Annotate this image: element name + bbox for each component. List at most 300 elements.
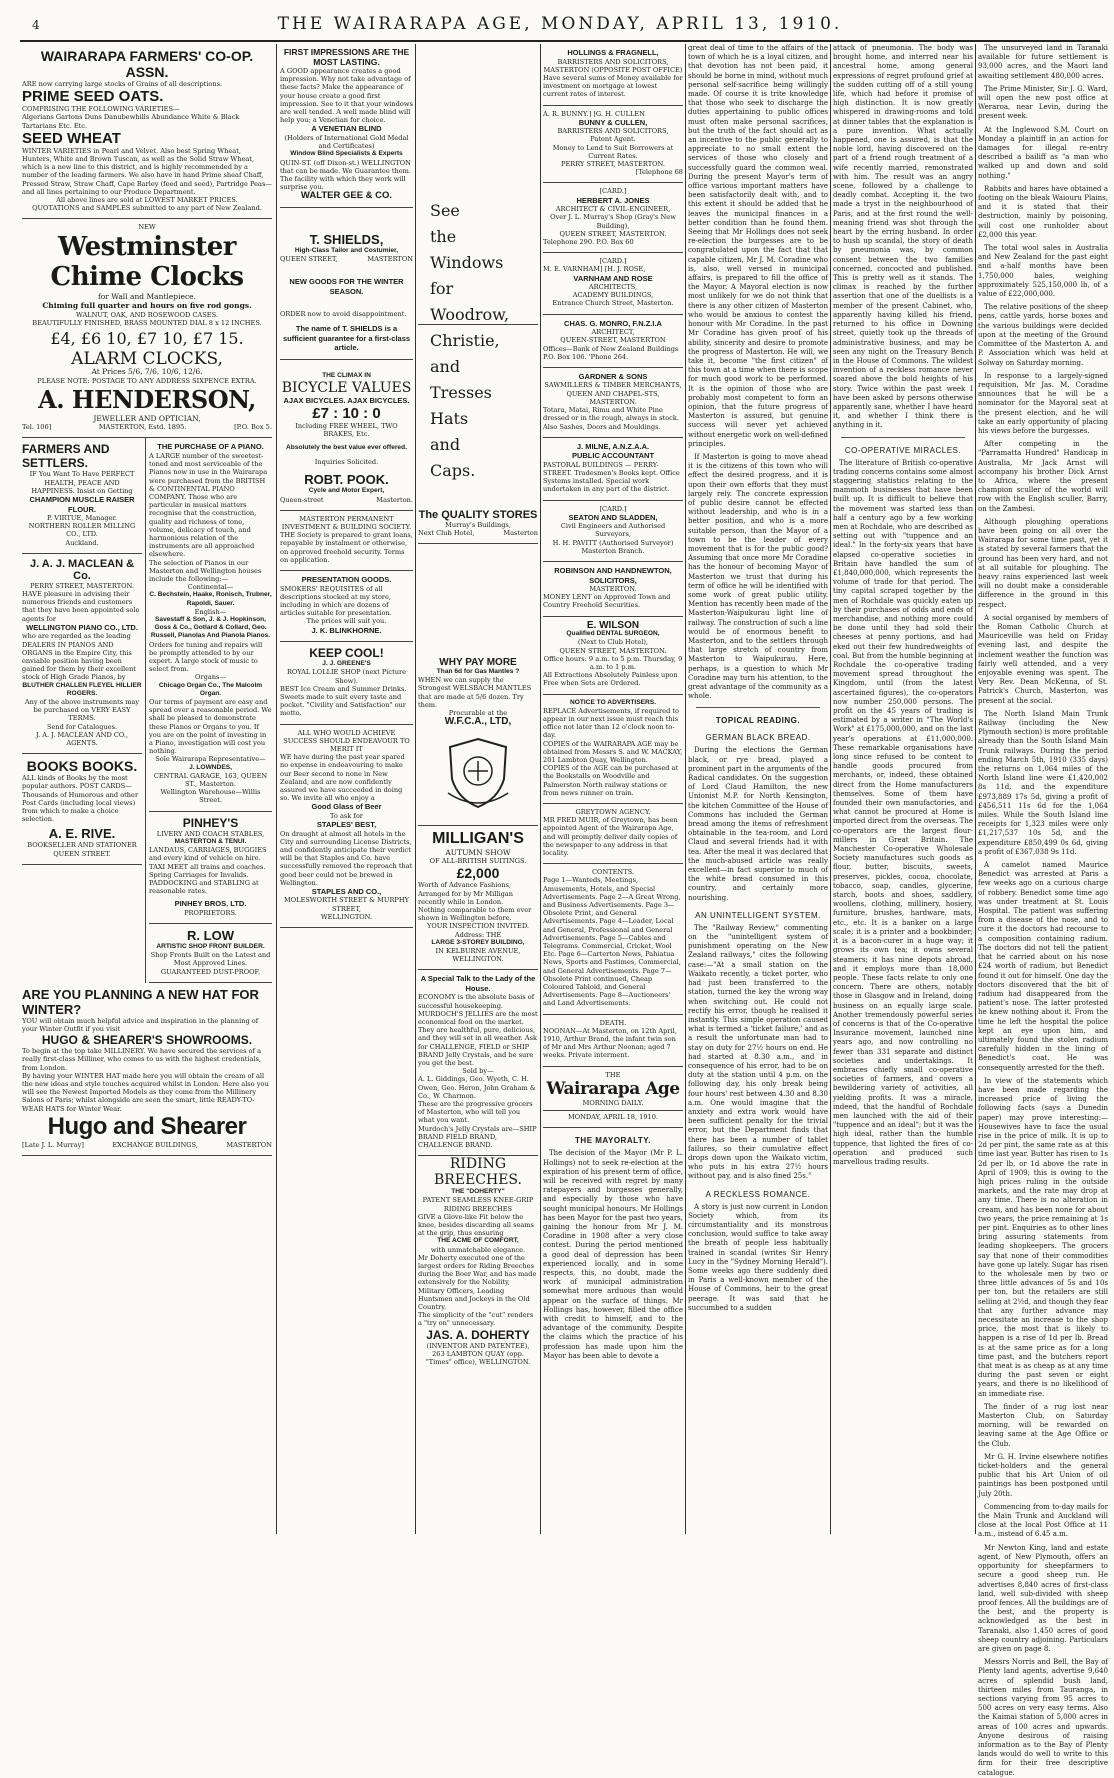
ad-pinhey <box>149 812 272 924</box>
ad-piano-purchase <box>149 438 272 811</box>
ad-text: for Wall and Mantlepiece. <box>98 291 196 301</box>
ad-text: STAPLES AND CO., <box>311 886 382 896</box>
column-advertisements-woodrow <box>418 44 538 1534</box>
ad-line: the <box>430 227 457 246</box>
editorial-text: THE <box>605 1070 621 1079</box>
column-editorial <box>688 44 828 1534</box>
ad-heading: MASTERTON PERMANENT INVESTMENT & BUILDING SOCIETY. <box>281 514 412 532</box>
ad-text: ROYAL LOLLIE SHOP (next Picture Show). <box>286 668 407 685</box>
masthead <box>20 10 1100 42</box>
card-text: Qualified DENTAL SURGEON, <box>566 630 660 638</box>
card-text: MONEY LENT on Approved Town and Country Freehold Securities. <box>543 593 671 610</box>
ad-text: Chiming full quarter and hours on five rod gongs. <box>42 301 252 311</box>
card-text: QUEEN-STREET, MASTERTON <box>560 336 666 345</box>
card-robinson <box>543 562 683 617</box>
news-paragraph: Mr Newton King, land and estate agent, of New Plymouth, offers an opportunity for sheepfarmers to secure a good sheep run. He advertises 8,840 acres of first-class land, well sub-divided with sheep proof fences. All the buildings are of the best, and the property is acknowledged as the best in Taranaki, also 1,450 acres of good sheep country adjoining. Particulars are given on page 8. <box>978 1543 1108 1653</box>
ad-heading: T. SHIELDS, <box>309 231 384 247</box>
column-rule <box>276 44 277 1534</box>
ad-heading: PRESENTATION GOODS. <box>301 575 392 585</box>
notice-text: NOONAN—At Masterton, on 12th April, 1910, Arthur Brand, the infant twin son of Mr and Mrs Arthur Noonan; aged 7 weeks. Private interment. <box>543 1026 677 1060</box>
ad-text: MASTERTON & TENUI. <box>174 837 247 845</box>
notice-contents <box>543 864 683 1014</box>
ad-text: J. A. J. MACLEAN AND CO., AGENTS. <box>35 730 129 748</box>
card-text: Patent Agent. <box>590 135 636 144</box>
ad-text: Orders for tuning and repairs will be promptly attended to by our expert. A large stock of music to select from. <box>149 640 263 674</box>
ad-text: LARGE 3-STOREY BUILDING, <box>431 938 525 946</box>
ad-line: Windows <box>430 253 504 272</box>
card-gardner <box>543 368 683 438</box>
card-text: ACADEMY BUILDINGS, <box>572 291 654 300</box>
notice-text: Page 1—Wanteds, Meetings, Amusements, Hotels, and Special Advertisements. Page 2—A Great Wrong, and Business Advertisements. Page 3—Obsolete Print, and General Advertisements. Page 4—Leader, Local and General, Professional and General Advertisements. Page 5—Cables and Telegrams. Commercial, Cricket, Wool Etc. Page 6—Carterton News, Pahiatua News, Sports and Pastimes, Commercial, and General Advertisements. Page 7—Obsolete Print continued, Cheap Coloured Tabloid, and General Advertisements. Page 8—Auctioneers' and Land Advertisements. <box>543 876 681 1008</box>
ad-text: QUEEN STREET, <box>280 255 338 264</box>
ad-text: Sole Wairarapa Representative— <box>155 755 266 764</box>
card-text: QUEEN STREET, MASTERTON. <box>559 229 667 238</box>
ad-vertical-text <box>418 198 538 484</box>
ad-doherty-breeches <box>418 1156 538 1366</box>
ad-shields <box>280 208 413 360</box>
card-text: Have several sums of Money available for investment on mortgage at lowest current rates of interest. <box>543 73 683 99</box>
ad-text: Mr Doherty executed one of the largest orders for Riding Breeches during the Boer War, and has made extensively for the Nobility, Military Officers, Leading Huntsmen and Jockeys in the Old Country. <box>418 1253 537 1312</box>
ad-text: Shop Fronts Built on the Latest and Most Approved Lines. <box>150 951 271 968</box>
ad-text: STAPLES' BEST, <box>316 820 377 830</box>
card-heading: J. MILNE, A.N.Z.A.A. <box>576 441 650 451</box>
ad-text: with unmatchable elegance. <box>430 1245 526 1254</box>
ad-text: Murray's Buildings, <box>445 521 511 529</box>
column-professional-cards <box>543 44 683 1534</box>
ad-text: GIVE a Glove-like Fit below the knee, besides discarding all seams at the grip, thus ensuring <box>418 1212 534 1238</box>
ad-text: Nothing comparable to them ever shown in Wellington before. <box>418 905 532 923</box>
ad-subcolumn <box>22 438 146 982</box>
column-articles <box>833 44 973 1534</box>
ad-text: OF ALL-BRITISH SUITINGS. <box>429 857 527 866</box>
notice-text: REPLACE Advertisements, if required to appear in our next issue must reach this office not later than 12 o'clock noon to-day. <box>543 706 680 740</box>
ad-subheading: PRIME SEED OATS. <box>22 88 164 106</box>
article-paragraph: During the elections the German black, or rye bread, played a prominent part in the arguments of the Radical candidates. On the suggestion of Lord Claud Hamilton, the new Unionist M.P. for North Kensington, the kitchen Committee of the House of Commons has included the German bread among the items of refreshment obtainable in the tea-room, and Lord Claud and several friends had it with tea. After the meal it was declared that the much-abused article was really excellent—in fact superior to much of the white bread consumed in this country, and certainly more nourishing. <box>688 746 828 902</box>
ad-henderson <box>22 219 272 438</box>
ad-text: IF You Want To Have PERFECT HEALTH, PEACE AND HAPPINESS. Insist on Getting <box>29 470 135 495</box>
ad-text: On draught at almost all hotels in the City and surrounding License Districts, and confidently anticipate their verdict will be that Staples and Co. have successfully removed the reproach that good beer could not be brewed in Wellington. <box>280 829 413 887</box>
ad-text: Worth of Advance Fashions, Arranged for by Mr Milligan recently while in London. <box>418 881 513 906</box>
ad-text: COMPRISING THE FOLLOWING VARIETIES— <box>22 105 180 114</box>
ad-text: Algerians Gartons Duns Danubewhills Abundance White & Black Tartarians Etc. Etc. <box>22 113 240 130</box>
card-text: M. E. VARNHAM] [H. J. ROSE, <box>543 265 646 274</box>
card-heading: HERBERT A. JONES <box>576 195 650 205</box>
ad-text: PERRY STREET, MASTERTON. <box>30 581 134 590</box>
ad-price: £2,000 <box>456 865 500 882</box>
news-paragraph: After competing in the "Parramatta Hundred" Handicap in Australia, Mr Jack Arnst will accompany his brother Dick Arnst to Africa, where the present champion sculler of the world will row with the English sculler, Barry, on the Zambesi. <box>978 440 1108 513</box>
ad-text: WELLINGTON. <box>320 912 373 921</box>
ad-hugo-shearer <box>22 983 272 1156</box>
ad-heading: WHY PAY MORE <box>439 657 517 669</box>
ad-low <box>149 924 272 983</box>
ad-heading: KEEP COOL! <box>309 646 384 661</box>
ad-text: NEW <box>138 223 156 232</box>
ad-text: ALL kinds of Books by the most popular authors. POST CARDS—Thousands of Humorous and other Post Cards (including local views) from which to make a choice selection. <box>22 774 139 824</box>
ad-subcolumn <box>146 438 272 982</box>
notice-advertisers <box>543 695 683 804</box>
ad-heading: ALL WHO WOULD ACHIEVE SUCCESS SHOULD ENDEAVOUR TO MERIT IT <box>283 728 410 753</box>
ad-text: All above lines are sold at LOWEST MARKET PRICES. <box>56 196 238 205</box>
ad-line: and <box>430 435 461 454</box>
ad-text: CHAMPION MUSCLE RAISER FLOUR. <box>29 495 135 514</box>
notice-greytown <box>543 804 683 864</box>
ad-text: At Prices 5/6, 7/6, 10/6, 12/6. <box>91 367 203 377</box>
ad-text: WINTER VARIETIES in Pearl and Velvet. Also best Spring Wheat, Hunters, White and Brown Tuscan, as well as the Solid Straw Wheat, which is a new line to this district, and is highly recommended by a number of the leading farmers. We also have in hand Prime sheaf Chaff, Pressed Straw, Straw Chaff, Cape Barley (feed and seed), Partridge Peas—and all lines pertaining to our Produce Department. <box>22 146 272 196</box>
column-advertisements-left <box>22 44 272 1534</box>
article-subheading: GERMAN BLACK BREAD. <box>705 733 811 743</box>
ad-murdoch-jellies <box>418 970 538 1156</box>
card-text: Office hours: 9 a.m. to 5 p.m. Thursday, 9 a.m. to 1 p.m. <box>543 654 683 671</box>
article-paragraph: great deal of time to the affairs of the town of which he is a loyal citizen, and that devotion has not been paid, it should be borne in mind, without much personal self-sacrifice being willingly made. Of course it is trite knowledge that those who seek to discharge the duties appertaining to public offices must often make personal sacrifices, but the truth of the fact should act as an incentive to the public generally to appreciate to no small extent the services of those who closely and successfully guard the common weal. During the present Mayor's term of office various important matters have been satisfactorily dealt with, and to this extent it should be added that he leaves the municipal finances in a better condition than he found them. Seeing that Mr Hollings does not seek re-election the burgesses are to be congratulated upon the fact that that capable citizen, Mr J. M. Coradine who is, also, well versed in municipal affairs, is prepared to fill the office of the Mayor. A Mayoral election is now most unlikely for we do not think that there is any other citizen of Masterton who would be anxious to contest the honour with Mr Coradine. In the past Mr Coradine has given proof of his ability, sincerity and desire to promote the progress of Masterton. He will, we take it, become "the first citizen" of this town at a time when there is scope for much good work to be performed. It is the opinion of those who are probably most competent to form an opinion, that the future progress of Masterton is assured, but genuine success will never yet achieved without energetic work on well-defined principles. <box>688 44 828 448</box>
ad-text: To ask for <box>330 811 363 820</box>
card-text: BARRISTERS AND SOLICITORS, <box>557 127 669 136</box>
ad-heading: WALTER GEE & CO. <box>300 190 393 202</box>
ad-text: These are the progressive grocers of Masterton, who will tell you what you want. <box>418 1100 533 1125</box>
divider <box>696 707 820 708</box>
card-monro <box>543 315 683 368</box>
article-paragraph: The "Railway Review," commenting on the "unintelligent system of punishment operating on the New Zealand railways," cites the following case:—"At a small station on the Waikato recently, a ticket porter, who had just been transferred to the station, turned the key the wrong way when switching out. He could not rectify his error, though he realised it instantly. This simple operation caused what is termed a 'ticket failure,' and as a result the unfortunate man had to stay on duty for 27½ hours on end. He had started at 8.30 a.m., and in consequence of his error, had to be on duty at the station until 4 p.m. on the following day, his only break being four hours' rest between 4.30 and 8.30 a.m. One would imagine that the anxiety and extra work would have been sufficient penalty for the trivial error, but the Department finds that there has been a number of tablet failures, so their cumulative effect drops down upon the Waikato victim, who puts in his extra 27½ hours without pay, and is also fined 25s." <box>688 923 828 1181</box>
ad-heading: J. K. BLINKHORNE. <box>311 625 382 635</box>
ad-text: Inquiries Solicited. <box>314 458 379 467</box>
ad-text: P. VIRTUE, Manager. <box>47 514 117 523</box>
card-text: QUEEN STREET, MASTERTON. <box>559 646 667 655</box>
editorial-masthead <box>543 1067 683 1129</box>
ad-text: GUARANTEED DUST-PROOF. <box>160 967 261 976</box>
card-heading: SEATON AND SLADDEN, <box>568 512 658 522</box>
ad-text: AJAX BICYCLES. AJAX BICYCLES. <box>283 396 410 406</box>
news-paragraph: A social organised by members of the Roman Catholic Church at Mauriceville was held on Friday evening last, and despite the inclement weather the function was fairly well attended, and a very enjoyable evening was spent. The Very Rev. Dean McKenna, of St. Patrick's Church, Masterton, was present at the social. <box>978 613 1108 705</box>
card-jones <box>543 183 683 253</box>
article-heading: THE MAYORALTY. <box>575 1136 651 1146</box>
ad-text: A LARGE number of the sweetest-toned and most serviceable of the Pianos now in use in the Wairarapa were purchased from the BRITISH & CONTINENTAL PIANO COMPANY. Those who are particular in musical matters recognise that the construction, quality and richness of tone, volume, delicacy of touch, and harmonious relation of the instruments are all approached elsewhere. <box>149 451 268 559</box>
card-text: Entrance Church Street, Masterton. <box>552 299 674 308</box>
editorial-date: MONDAY, APRIL 18, 1910. <box>543 1110 683 1121</box>
ad-text: [P.O. Box 5. <box>234 423 272 432</box>
ad-quality-stores <box>418 505 538 544</box>
ad-line: Tresses <box>430 383 492 402</box>
newspaper-title: THE WAIRARAPA AGE, MONDAY, APRIL 13, 1910. <box>277 14 843 34</box>
ad-line: Hats <box>430 409 469 428</box>
card-heading: HOLLINGS & FRAGNELL, <box>567 48 659 57</box>
ad-line: See <box>430 201 460 220</box>
ad-text: Murdoch's Jelly Crystals are—SHIP BRAND FIELD BRAND, CHALLENGE BRAND. <box>418 1124 537 1150</box>
ad-text: ORDER now to avoid disappointment. <box>280 310 407 319</box>
ad-line: Christie, <box>430 331 500 350</box>
news-paragraph: A camelot named Maurice Benedict was arrested at Paris a few weeks ago on a curious charge of robbery. Benedict some time ago was under treatment at St. Louis Hospital. The patient was suffering from a disease of the nose, and to cure it the doctors had recourse to a composition containing radium. The doctors did not tell the patient that he carried about on his nose £24 worth of radium, but Benedict found it out for himself. One day the doctors discovered that the bit of radium had disappeared from the patient's nose. The latter protested he knew nothing about it. From the time he left the hospital the police kept an eye upon him, and ultimately found the stolen radium carefully hidden in the lining of Benedict's coat. He was consequently arrested for the theft. <box>978 861 1108 1072</box>
ad-text: A GOOD appearance creates a good impression. Why not take advantage of these facts? Make the appearance of your house create a good first impression. See to it that your windows are well tended. A well made blind will help you; a Venetian for choice. <box>280 67 413 125</box>
card-text: Over J. L. Murray's Shop (Gray's New Building), <box>550 213 676 230</box>
ad-address-line <box>418 529 538 537</box>
news-paragraph: Although ploughing operations have been going on all over the Wairarapa for some time past, yet it is stated by several farmers that the ground has been very hard, and not at all suitable for ploughing. The heavy rains experienced last week will no doubt make a considerable difference in the ground in this respect. <box>978 517 1108 609</box>
card-heading: ROBINSON AND HANDNEWTON, SOLICITORS, <box>554 566 672 585</box>
ad-text: Absolutely the best value ever offered. <box>286 444 407 452</box>
ad-text: SMOKERS' REQUISITES of all descriptions stocked at my store, including in which are dozens of articles suitable for presentation. <box>280 584 392 618</box>
card-text: [CARD.] <box>599 257 627 266</box>
news-paragraph: The finder of a rug lost near Masterton Club, on Saturday morning, will be rewarded on leaving same at the Age Office or the Club. <box>978 1402 1108 1448</box>
ad-text: WELLINGTON PIANO CO., LTD. <box>26 622 138 632</box>
card-text: ARCHITECT, <box>591 328 635 337</box>
ad-text: PATENT SEAMLESS KNEE-GRIP RIDING BREECHES <box>422 1196 534 1213</box>
ad-text: Cycle and Motor Expert, <box>308 487 385 495</box>
ad-text: QUIN-ST. (off Dixon-st.) WELLINGTON that can be made. We Guarantee them. The facility with which they work will surprise you. <box>280 158 411 192</box>
article-heading: CO-OPERATIVE MIRACLES. <box>844 445 962 455</box>
page-number: 4 <box>32 18 40 32</box>
ad-heading: R. LOW <box>187 928 234 944</box>
ad-text: NORTHERN ROLLER MILLING CO., LTD. <box>28 522 136 539</box>
ad-blinkhorne <box>280 571 413 642</box>
ad-heading: J. A. J. MACLEAN & Co. <box>29 557 135 582</box>
card-wilson <box>543 617 683 695</box>
ad-text: NEW GOODS FOR THE WINTER SEASON. <box>289 277 404 296</box>
ad-text: MASTERTON <box>226 1140 272 1149</box>
card-heading: CHAS. G. MONRO, F.N.Z.I.A <box>564 318 662 328</box>
ad-line: Caps. <box>430 461 476 480</box>
card-hollings <box>543 44 683 106</box>
ad-pook-bicycles <box>280 360 413 511</box>
ad-heading: A. HENDERSON, <box>38 384 256 414</box>
ad-heading: Westminster Chime Clocks <box>50 231 244 292</box>
ad-heading: RIDING BREECHES. <box>434 1156 522 1189</box>
article-paragraph: The literature of British co-operative trading concerns contains some almost staggering statistics relating to the mammoth businesses that have been built up. It is difficult to believe that the movement was started less than half a century ago by a few working men at Rochdale, who are described as setting out with "tuppence and an ideal." In the forty-six years that have elapsed co-operative societies in Britain have handled the sum of £1,840,000,000, which represents the volume of trade for that period. The tiny capital scraped together by the men of Rochdale was quickly eaten up by their purchases of odds and ends of merchandise, and nothing more could be done until they had sold their cheeses at penny portions, and had eked out their few hundredweights of coal. But from the humble beginning at Rochdale the co-operative trading movement spread throughout the Kingdom, until (from the latest ascertained figures), the co-operators now number 250,000 persons. The profit on the 45 years of trading is estimated by a writer in "The World's Work" at £175,000,000, and on the last year's operations at £11,000,000. These remarkable organisations have long since refused to be content to handle goods procured from merchants, or, indeed, these obtained direct from the Home manufacturers themselves. Some of them have founded their own manufactories, and what cannot be procured at Home is imported direct from the overseas. The co-operators are the largest flour-millers in Great Britain. The Manchester Co-operative Wholesale Society manufactures such goods as flour, butter, biscuits, sweets, preserves, pickles, cocoa, chocolate, tobacco, soap, candles, glycerine, starch, boots and shoes, saddlery, woollens, clothing, millinery, hosiery, furniture, brushes, hardware, mats, etc., etc. It is a banker on a large scale; it is a printer and a bookbinder; it is a bacon-curer in a huge way; it grows its own tea; it owns several steamers; it has nine depots abroad, and it employs more than 18,000 people. These facts relate to only one concern. There are others, notably those in Glasgow and in Ireland, doing business on an equally large scale. Another tremendously powerful series of concerns is that of the Co-operative Insurance movement, launched nine years ago, and now controlling no fewer than 331 separate and distinct societies and undertakings. It embraces chiefly small co-operative societies of farmers, and covers a bewildering variety of activities, all yielding profits. It was a miracle, indeed, that the handful of Rochdale men launched with the aid of their "tuppence and an ideal"; but it was the high ideal, rather than the humble tuppence, that lighted the fires of co-operation and produced such marvellous trading results. <box>833 458 973 1166</box>
card-text: ARCHITECTS, <box>588 283 638 292</box>
ad-text: The selection of Pianos in our Masterton and Wellington houses include the following:— <box>149 558 262 583</box>
ad-text: J. LOWNDES, <box>189 763 232 771</box>
ad-woodrow-christie <box>418 44 538 480</box>
card-varnham-rose <box>543 253 683 315</box>
ad-text: CENTRAL GARAGE, 163, QUEEN ST., Masterton. <box>153 771 268 789</box>
card-text: PERRY STREET, MASTERTON. <box>561 160 665 169</box>
ad-text: Good Glass of Beer <box>311 802 382 812</box>
ad-text: Including FREE WHEEL, TWO BRAKES, Etc. <box>295 421 398 438</box>
card-text: ARCHITECT & CIVIL-ENGINEER, <box>555 205 671 214</box>
ad-text: LANDAUS, CARRIAGES, BUGGIES and every kind of vehicle on hire. TAXI MEET all trains and coaches. Spring Carriages for Invalids. PADDOCKING and STABLING at reasonable rates. <box>149 846 267 896</box>
ad-text: LIVERY AND COACH STABLES, <box>156 829 265 838</box>
ad-text: Queen-street <box>280 495 324 504</box>
ad-text: who are regarded as the leading DEALERS IN PIANOS AND ORGANS in the Empire City, this enviable position having been gained for them by their excellent stock of High Grade Pianos, by <box>22 632 136 682</box>
article-subheading: AN UNINTELLIGENT SYSTEM. <box>695 910 821 920</box>
ad-text: AUTUMN SHOW <box>445 847 511 857</box>
card-bunny-cullen <box>543 106 683 184</box>
editorial-title: Wairarapa Age <box>546 1078 680 1099</box>
news-paragraph: Rabbits and hares have obtained a footing on the bleak Waiouru Plains, and it is stated that their destruction, mainly by poisoning, will cost one runholder about £2,000 this year. <box>978 184 1108 239</box>
ad-text: PINHEY BROS. LTD. <box>174 899 247 909</box>
column-rule <box>415 44 416 1534</box>
ad-heading: PINHEY'S <box>182 815 239 830</box>
ad-heading: A VENETIAN BLIND <box>311 124 382 134</box>
ad-text: High-Class Tailor and Costumier, <box>294 246 399 254</box>
ad-text: QUOTATIONS and SAMPLES submitted to any part of New Zealand. <box>32 204 262 213</box>
ad-line: for <box>430 279 454 298</box>
ad-text: By having your WINTER HAT made here you will obtain the cream of all the new ideas and style touches acquired whilst in London. Here also you will see the Newest Imported Models as they come from the Millinery Salons of Paris; whilst alongside are seen the smart, little READY-TO-WEAR HATS for Winter Wear. <box>22 1071 269 1113</box>
ad-text: Tel. 106] <box>22 423 52 432</box>
ad-text: Send for Catalogues. <box>46 722 118 731</box>
ad-text: MOLESWORTH STREET & MURPHY STREET, <box>284 896 409 913</box>
ad-text: Savestaff & Son, J. & J. Hopkinson, Goss & Co., Gotlard & Collard, Geo. Russell, Pianolas And Pianola Pianos. <box>150 616 271 640</box>
ad-text: THE "DOHERTY" <box>451 1188 505 1196</box>
ad-line: Woodrow, <box>430 305 510 324</box>
card-text: (Next to Club Hotel), <box>577 638 649 647</box>
ad-heading: FARMERS AND SETTLERS. <box>22 442 110 471</box>
ad-text: PLEASE NOTE: POSTAGE TO ANY ADDRESS SIXPENCE EXTRA. <box>37 376 257 385</box>
ad-text: Window Blind Specialists & Experts <box>290 150 403 158</box>
notice-text: COPIES of the AGE can be purchased at the Bookstalls on Woodville and Palmerston North railway stations or from news runner on train. <box>543 764 679 797</box>
ad-text: IN KELBURNE AVENUE, WELLINGTON. <box>435 946 521 964</box>
ad-address-line <box>280 496 413 504</box>
ad-text: (Holders of International Gold Medal and Certificates) <box>284 133 409 151</box>
ad-text: THE Society is prepared to grant loans, repayable by instalment or otherwise, on approved freehold security. Terms on application. <box>280 531 413 564</box>
ad-gee-blinds <box>280 44 413 208</box>
card-heading: BUNNY & CULLEN, <box>578 117 648 127</box>
ad-address-line <box>22 423 272 431</box>
ad-farmers-coop <box>22 44 272 219</box>
ad-heading: WAIRARAPA FARMERS' CO-OP. ASSN. <box>40 48 254 80</box>
notice-heading: DEATH. <box>599 1018 627 1027</box>
card-seaton <box>543 501 683 563</box>
news-paragraph: In view of the statements which have been made regarding the increased price of living the following facts (says a Dunedin paper) may prove interesting:—Housewives have to face the usual rise in the price of milk. It is up to 2d per pint, the same rate as at this time last year. Butter has risen to 1s 2d per lb, or 1d above the rate in April of 1909; this is owing to the high prices ruling in the outside markets, and the rate may drop at any time. There is no alteration in cream, and has been none for about two years, the price remaining at 1s per pint. Enquiries as to other lines bring assuring statements from leading shopkeepers. The grocers say that none of their commodities have gone up lately. Sugar has risen to the wholesale men by two or three little advances of 5s and 10s per ton, but the retailers are still selling at 2½d, and though they fear that any further advance may necessitate an increase to the shop price, the most that is likely to happen is a rise of 1d per lb. Bread is at the same price as for a long time past, and the butchers report that meat is as cheap as at any time during the past seven or eight years, and there is no likelihood of an immediate rise. <box>978 1076 1108 1398</box>
ad-heading: THE PURCHASE OF A PIANO. <box>157 442 264 452</box>
ad-heading: A Special Talk to the Lady of the House. <box>420 974 536 993</box>
ad-heading: A. E. RIVE. <box>48 826 116 842</box>
ad-text: C. Bechstein, Haake, Ronisch, Trubner, Rapoldi, Sauer. <box>149 591 272 607</box>
ad-text: A. L. Giddings, Geo. Wyeth, C. H. Owen, Geo. Heron, John Graham & Co., W. Charmon. <box>418 1075 536 1100</box>
column-rule <box>830 44 831 1534</box>
card-text: All Extractions Absolutely Painless upon Free when Sets are Ordered. <box>543 671 678 688</box>
card-text: [CARD.] <box>599 187 627 196</box>
ad-text: ARE now carrying large stocks of Grains of all descriptions. <box>22 80 223 88</box>
notice-death <box>543 1015 683 1067</box>
notice-heading: CONTENTS. <box>592 868 634 877</box>
ad-text: Continental— <box>187 583 234 592</box>
card-text: Telephone 290. P.O. Box 60 <box>543 237 634 246</box>
notice-text: MR FRED MUIR, of Greytown, has been appointed Agent of the Wairarapa Age, and will promptly deliver daily copies of the newspaper to any address in that locality. <box>543 816 678 858</box>
article-subheading: A RECKLESS ROMANCE. <box>705 1189 811 1199</box>
ad-text: THE CLIMAX IN <box>322 371 371 379</box>
ad-text: BLUTHER CHALLEN FLEYEL HILLIER ROGERS. <box>22 681 142 697</box>
card-text: SAWMILLERS & TIMBER MERCHANTS, <box>544 381 682 390</box>
ad-text: MASTERTON <box>367 255 413 264</box>
crest-emblem-icon <box>438 733 518 813</box>
ad-text: Procurable at the <box>448 708 508 717</box>
ad-heading: FIRST IMPRESSIONS ARE THE MOST LASTING. <box>283 47 410 67</box>
card-text: QUEEN AND CHAPEL-STS, MASTERTON. <box>566 389 660 406</box>
ad-text: WHEN we can supply the Strongest WELSBACH MANTLES that are made at 5/6 dozen. Try them. <box>418 676 532 709</box>
ad-text: WALNUT, OAK, AND ROSEWOOD CASES. <box>76 310 218 319</box>
two-column-ad-block <box>22 438 272 982</box>
ad-milligan <box>418 826 538 971</box>
news-paragraph: The North Island Main Trunk Railway (including the New Plymouth section) is more profitable already than the South Island Main Trunk railways. During the period ending March 5th, 1910 (335 days) the returns on 1,064 miles of the North Island line were £1,420,002 8s 11d, and the expenditure £973,889 17s 5d, giving a profit of £456,511 11s 6d for the 1,064 miles. While the South Island line receipts for 1,323 miles were only £1,217,537 10s 5d, and the expenditure £850,499 0s 6d, giving a profit of £367,038 9s 11d. <box>978 709 1108 856</box>
ad-greene <box>280 642 413 724</box>
ad-text: (INVENTOR AND PATENTEE), <box>426 1341 530 1350</box>
ad-text: EXCHANGE BUILDINGS, <box>112 1140 198 1149</box>
ad-text: J. J. GREENE'S <box>322 660 371 668</box>
ad-address-line <box>22 1141 272 1149</box>
ad-text: MASTERTON, Estd. 1895. <box>98 423 187 432</box>
card-text: A. R. BUNNY.] [G. H. CULLEN <box>543 109 645 118</box>
column-rule <box>685 44 686 1534</box>
ad-text: The prices will suit you. <box>306 617 387 626</box>
ad-heading: BOOKS BOOKS. <box>26 758 138 775</box>
ad-heading: Hugo and Shearer <box>47 1112 247 1140</box>
ad-text: Masterton. <box>376 495 413 504</box>
ad-text: BEST Ice Cream and Summer Drinks. Sweets made to suit every taste and pocket. "Civility and Satisfaction" our motto. <box>280 684 407 718</box>
ad-text: 263 LAMBTON QUAY (opp. "Times" office), WELLINGTON. <box>425 1349 531 1367</box>
news-paragraph: At the Inglewood S.M. Court on Monday a plaintiff in an action for damages for illegal re-entry described a bailiff as "a man who walked up and down and sold nothing." <box>978 125 1108 180</box>
news-paragraph: The relative positions of the sheep pens, cattle yards, horse boxes and the various buildings were decided upon at the meeting of the Ground Committee of the Masterton A. and P. Association which was held at Solway on Saturday morning. <box>978 303 1108 367</box>
ad-line: and <box>430 357 461 376</box>
article-heading: TOPICAL READING. <box>715 716 801 726</box>
ad-staples <box>280 725 413 929</box>
card-text: PASTORAL BUILDINGS — PERRY-STREET. Tradesmen's Books kept. Office Systems installed. Special work undertaken in any part of the district. <box>543 460 680 494</box>
ad-text: YOU will obtain much helpful advice and inspiration in the planning of your Winter Outfit if you visit <box>22 1016 259 1034</box>
notice-heading: NOTICE TO ADVERTISERS. <box>569 698 657 706</box>
ad-text: Than 6d for Gas Mantles ? <box>436 667 520 675</box>
ad-text: HAVE pleasure in advising their numerous friends and customers that they have been appointed sole agents for <box>22 590 140 623</box>
card-heading: VARNHAM AND ROSE <box>573 273 653 283</box>
article-paragraph: The decision of the Mayor (Mr P. L. Hollings) not to seek re-election at the expiration of his present term of office, will be received with regret by many ratepayers and burgesses generally, and especially by those who have sought municipal honours. Mr Hollings has been Mayor for the past two years, gaining the honour from Mr J. M. Coradine in 1908 after a very close contest. During the period mentioned a good deal of depression has been experienced locally, and in some respects, this, no doubt, made the work of municipal administration somewhat more arduous than would appear on the surface of things. Mr Hollings has, however, filled the office with credit to himself, and to the advantage of the community. Despite the claims which the practice of his profession has made upon him the Mayor has been able to devote a <box>543 1149 683 1360</box>
card-text: BARRISTERS AND SOLICITORS, <box>557 57 669 66</box>
ad-text: BEAUTIFULLY FINISHED, BRASS MOUNTED DIAL 8 x 12 INCHES. <box>32 318 262 327</box>
ad-text: Address: THE <box>454 930 502 939</box>
ad-heading: ARE YOU PLANNING A NEW HAT FOR WINTER? <box>22 986 259 1017</box>
card-text: Totara, Matai, Rimu and White Pine dressed or in the rough, always in stock. Also Sashes, Doors and Mouldings. <box>543 406 679 431</box>
news-paragraph: The total wool sales in Australia and New Zealand for the past eight and a-half months have been 1,750,000 bales, weighing approximately 525,150,000 lb, of a value of £22,000,000. <box>978 244 1108 299</box>
card-text: Money to Lend to Suit Borrowers at Current Rates. <box>552 143 674 160</box>
column-rule <box>975 44 976 1534</box>
ad-wfca <box>418 544 538 825</box>
column-local-news <box>978 44 1108 1777</box>
card-heading: PUBLIC ACCOUNTANT <box>571 451 655 461</box>
ad-address-line <box>280 255 413 263</box>
ad-heading: MILLIGAN'S <box>432 829 524 847</box>
card-heading: E. WILSON <box>586 619 640 631</box>
notice-heading: GREYTOWN AGENCY. <box>575 808 651 816</box>
ad-text: Auckland. <box>65 538 99 547</box>
ad-text: Any of the above instruments may be purchased on VERY EASY TERMS. <box>24 698 140 723</box>
card-text: MASTERTON. <box>589 585 637 594</box>
ad-building-society <box>280 511 413 571</box>
ad-text: Next Club Hotel, <box>418 529 475 538</box>
news-paragraph: Messrs Norris and Bell, the Bay of Plenty land agents, advertise 9,640 acres of splendid bush land, thirteen miles from Tauranga, in sections varying from 95 acres to 500 acres on very easy terms. Also the Kaimai station of 5,000 acres in areas of 100 acres and upwards. Anyone desirous of raising information as to the Bay of Plenty lands would do well to write to this firm for their free descriptive catalogue. <box>978 1658 1108 1777</box>
ad-text: To begin at the top take MILLINERY. We have secured the services of a really first-class Milliner, who comes to us with the highest credentials, from London. <box>22 1047 261 1072</box>
ad-text: The name of T. SHIELDS is a sufficient guarantee for a first-class article. <box>282 324 411 353</box>
card-heading: GARDNER & SONS <box>578 371 648 381</box>
column-advertisements-middle <box>280 44 413 1534</box>
ad-text: The simplicity of the "cut" renders a "try on" unnecessary. <box>418 1311 534 1328</box>
ad-text: Chicago Organ Co., The Malcolm Organ. <box>158 681 263 697</box>
news-paragraph: The unsurveyed land in Taranaki available for future settlement is 93,000 acres, and the Maori land awaiting settlement 480,000 acres. <box>978 44 1108 80</box>
ad-books <box>22 754 142 865</box>
ad-subheading: SEED WHEAT <box>22 129 121 147</box>
ad-text: THE ACME OF COMFORT, <box>437 1237 519 1245</box>
ad-text: ARTISTIC SHOP FRONT BUILDER. <box>156 943 265 951</box>
article-paragraph: A story is just now current in London Society which, from its circumstantiality and its monstrous conclusion, would suffice to take away the breath of people less habitually trained in scandal (writes Sir Henry Lucy in the "Sydney Morning Herald"). Some weeks ago there suddenly died in Paris a well-known member of the House of Commons, heir to the great peerage. It was said that he succumbed to a sudden <box>688 1202 828 1312</box>
ad-text: PROPRIETORS. <box>184 908 237 917</box>
divider <box>841 437 965 438</box>
card-text: [Telephone 68 <box>635 168 683 177</box>
ad-text: Organs— <box>195 673 226 682</box>
news-paragraph: The Prime Minister, Sir J. G. Ward, will open the new post office at Weraroa, near Levin, during the present week. <box>978 84 1108 121</box>
ad-subheading: HUGO & SHEARER'S SHOWROOMS. <box>41 1033 253 1048</box>
news-paragraph: Mr G. H. Irvine elsewhere notifies ticket-holders and the general public that his Art Union of oil paintings has been postponed until July 20th. <box>978 1452 1108 1498</box>
ad-price: £7 : 10 : 0 <box>312 404 381 422</box>
ad-heading: BICYCLE VALUES <box>281 380 412 397</box>
ad-text: Masterton <box>503 529 538 538</box>
article-paragraph: If Masterton is going to move ahead it is the citizens of this town who will effect the desired progress, and it is upon their own efforts that they must largely rely. The concrete expression of public desire cannot be effected without leadership, and who is in a better position, and who is a more suitable person, than the Mayor of a town to be the leader of every movement that is for the public good? Assuming that once more Mr Coradine has the honour of becoming Mayor of Masterton we trust that during his term of office he will be identified with some work of great public utility. Mention has recently been made of the Masterton-Waipukurau light line of railway. The construction of such a line would be of enormous benefit to Masterton, and to the settlers through that large stretch of country from Masterton to Waipukurau. Here, perhaps, is a question to which Mr Coradine may turn his attention, to the great advantage of the community as a whole. <box>688 452 828 701</box>
card-text: Offices—Bank of New Zealand Buildings P.O. Box 106. 'Phone 264. <box>543 344 679 361</box>
ad-text: BOOKSELLER AND STATIONER QUEEN STREET. <box>27 841 137 858</box>
ad-prices: £4, £6 10, £7 10, £7 15. <box>50 329 244 349</box>
article-paragraph: attack of pneumonia. The body was brought home, and interred near his ancestral home, among general expressions of regret profound grief at the sudden cutting off of a still young life, which had before it promise of high distinction. It is now greatly whispered in drawing-rooms and told at dinner tables that the explanation is a pure invention. What actually happened, one is assured, is that the noble lord, having discovered on the part of a friend rough treatment of a wife recently married, remonstrated with him. The result was an angry scene, followed by a challenge to deadly combat. Accepting it, the two made a tryst in the neighbourhood of Paris, and at the first round the well-meaning friend was shot through the heart by the erring husband. In order to hush up scandal, the story of death by pneumonia was, by common consent between the two families concerned, concocted and published. This is pretty well as it stands. The climax is reached by the further assertion that one of the duellists is a member of the present Cabinet, who, apparently having killed his friend, returned to his office in Downing street, quietly took up the threads of administrative business, and may be seen any night on the Treasury Bench in the House of Commons. The wildest invention of a reckless romance never soared above the bold heights of his story. Twice within the past week I have been asked by persons otherwise apparently sane, whether I have heard it, and whether I think there is anything in it. <box>833 44 973 430</box>
